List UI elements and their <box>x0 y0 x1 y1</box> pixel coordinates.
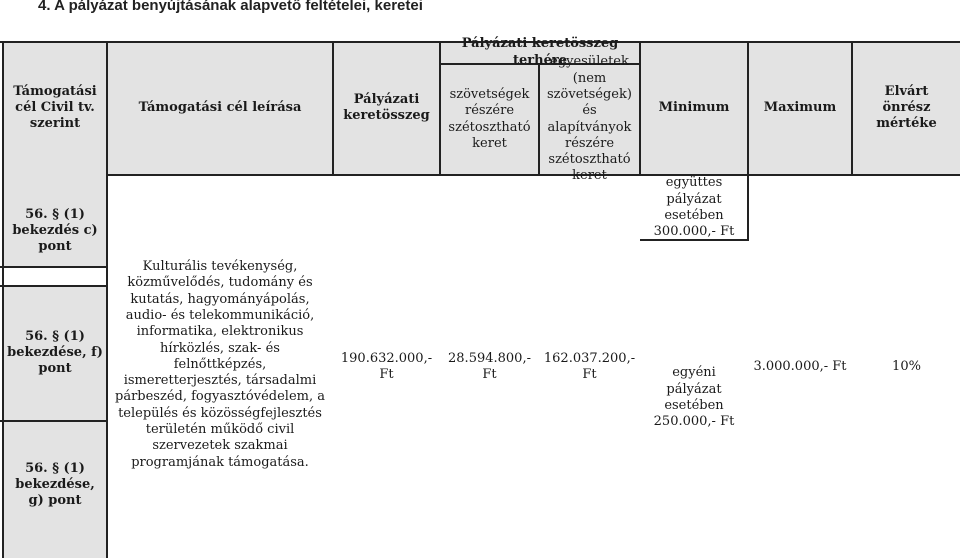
grid-row2-top <box>0 285 107 287</box>
grid-row3-top <box>0 420 107 422</box>
federations-amount-cell: 28.594.800,- Ft <box>448 350 531 382</box>
min-individual-cell: egyéni pályázat esetében 250.000,- Ft <box>653 365 735 430</box>
header-cell-group: Pályázati keretösszeg terhére <box>461 36 619 68</box>
header-cell-maximum: Maximum <box>763 99 837 115</box>
associations-amount-cell: 162.037.200,- Ft <box>543 350 636 382</box>
own-contribution-cell: 10% <box>892 358 921 374</box>
header-cell-ref: Támogatási cél Civil tv. szerint <box>13 83 97 132</box>
header-cell-federations: szövetségek részére szétosztható keret <box>448 86 531 151</box>
ref-g-cell: 56. § (1) bekezdése, g) pont <box>15 460 95 509</box>
description-cell: Kulturális tevékenység, közművelődés, tudomány és kutatás, hagyományápolás, audio- és telekommunikáció, informatika, elektronikus hírközlés, szak- és felnőttképzés, ismeretterjesztés, társadalmi párbeszéd, fogyasztóvédelem, a település és közösségfejlesztés területén működő civil szervezetek szakmai programjának támogatása. <box>115 259 325 470</box>
grid-row1-bottom <box>0 266 107 268</box>
header-cell-associations: egyesületek (nem szövetségek) és alapítványok részére szétosztható keret <box>547 54 632 184</box>
header-cell-description: Támogatási cél leírása <box>138 99 302 115</box>
ref-f-cell: 56. § (1) bekezdése, f) pont <box>7 328 103 377</box>
grid-header-bottom <box>107 174 960 176</box>
header-cell-total: Pályázati keretösszeg <box>343 91 430 123</box>
min-joint-cell: együttes pályázat esetében 300.000,- Ft <box>653 175 735 240</box>
header-cell-own-contribution: Elvárt önrész mértéke <box>876 83 937 132</box>
header-cell-minimum: Minimum <box>658 99 730 115</box>
section-title: 4. A pályázat benyújtásának alapvető feltételei, keretei <box>38 0 423 14</box>
ref-c-cell: 56. § (1) bekezdés c) pont <box>12 206 98 255</box>
total-amount-cell: 190.632.000,- Ft <box>340 350 433 382</box>
maximum-cell: 3.000.000,- Ft <box>753 358 847 374</box>
